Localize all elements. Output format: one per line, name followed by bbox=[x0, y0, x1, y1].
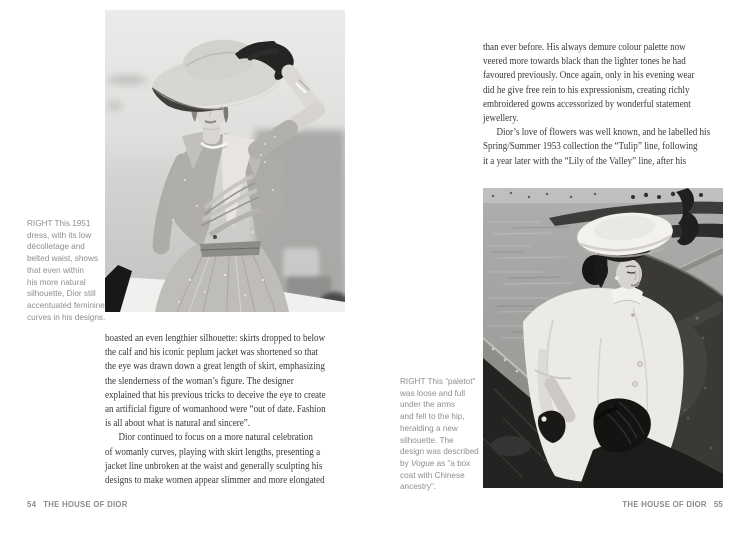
page-number: 54 bbox=[27, 500, 37, 509]
body-text-line: boasted an even lengthier silhouette: skirts dropped to below bbox=[105, 332, 326, 344]
body-text-line: Spring/Summer 1953 collection the “Tulip” line, following bbox=[483, 140, 698, 153]
caption-line: belted waist, shows bbox=[27, 254, 98, 264]
footer-title: THE HOUSE OF DIOR bbox=[622, 500, 707, 509]
photo-right bbox=[483, 188, 723, 488]
left-photo-illustration bbox=[105, 10, 345, 312]
caption-line: RIGHT This 1951 bbox=[27, 219, 91, 228]
caption-line: under the arms bbox=[400, 400, 456, 410]
caption-line: décolletage and bbox=[27, 242, 85, 252]
right-photo-illustration bbox=[483, 188, 723, 488]
photo-left bbox=[105, 10, 345, 312]
body-text-line: favoured previously. Once again, only in his evening wear bbox=[483, 69, 695, 82]
caption-line: silhouette. The bbox=[400, 435, 454, 445]
earring bbox=[615, 276, 619, 280]
right-page-body-text bbox=[483, 40, 710, 168]
body-text-line: than ever before. His always demure colour palette now bbox=[483, 41, 686, 53]
page-footer-right bbox=[523, 500, 723, 509]
body-text-line: of womanly curves, playing with skirt lengths, presenting a bbox=[105, 445, 321, 458]
caption-line: accentuated feminine bbox=[27, 300, 105, 310]
caption-line: dress, with its low bbox=[27, 230, 92, 240]
body-text-line: is all about what is natural and sincere”. bbox=[105, 417, 251, 430]
body-text-line: the eye was drawn down a great length of skirt, emphasizing bbox=[105, 360, 325, 373]
caption-line: coat with Chinese bbox=[400, 470, 465, 480]
caption-line: that even within bbox=[27, 265, 84, 275]
caption-line: silhouette, Dior still bbox=[27, 289, 96, 299]
body-text-line: the slenderness of the woman’s figure. The designer bbox=[105, 374, 294, 387]
photo-right-caption bbox=[400, 376, 478, 493]
caption-line: heralding a new bbox=[400, 423, 458, 433]
caption-line: and fell to the hip, bbox=[400, 412, 465, 422]
vogue-italic: Vogue bbox=[410, 458, 435, 468]
body-text-line: an artificial figure of womanhood were “out of date. Fashion bbox=[105, 403, 326, 416]
page-footer-left bbox=[27, 500, 128, 509]
caption-line-with-italic bbox=[400, 458, 478, 470]
body-text-line: jewellery. bbox=[483, 112, 519, 125]
left-page-body-text bbox=[105, 331, 326, 487]
body-text-line: embroidered gowns accessorized by wonderful statement bbox=[483, 97, 691, 110]
body-text-line: designs to make women appear slimmer and more elongated bbox=[105, 474, 325, 487]
body-text-line: explained that his previous tricks to deceive the eye to create bbox=[105, 388, 326, 401]
body-text-line: Dior continued to focus on a more natural celebration bbox=[118, 431, 313, 444]
caption-line: design was described bbox=[400, 447, 479, 457]
caption-line: curves in his designs. bbox=[27, 312, 106, 322]
caption-text: as “a box bbox=[434, 458, 471, 468]
caption-line: RIGHT This “paletot” bbox=[400, 377, 476, 386]
body-text-line: veered more towards black than the lighter tones he had bbox=[483, 55, 686, 68]
body-text-line: did he give free rein to his expressionism, creating richly bbox=[483, 83, 690, 96]
caption-line: was loose and full bbox=[400, 388, 466, 398]
body-text-line: the calf and his iconic peplum jacket was shortened so that bbox=[105, 346, 319, 359]
body-text-line: it a year later with the “Lily of the Valley” line, after his bbox=[483, 154, 687, 167]
caption-line: his more natural bbox=[27, 277, 86, 287]
footer-title: THE HOUSE OF DIOR bbox=[43, 500, 128, 509]
body-text-line: Dior’s love of flowers was well known, and he labelled his bbox=[496, 126, 711, 139]
photo-left-caption bbox=[27, 218, 109, 323]
body-text-line: jacket line unbroken at the waist and generally sculpting his bbox=[105, 459, 323, 472]
caption-line: ancestry”. bbox=[400, 482, 436, 492]
page-number: 55 bbox=[713, 500, 723, 509]
caption-text: by bbox=[400, 458, 411, 468]
